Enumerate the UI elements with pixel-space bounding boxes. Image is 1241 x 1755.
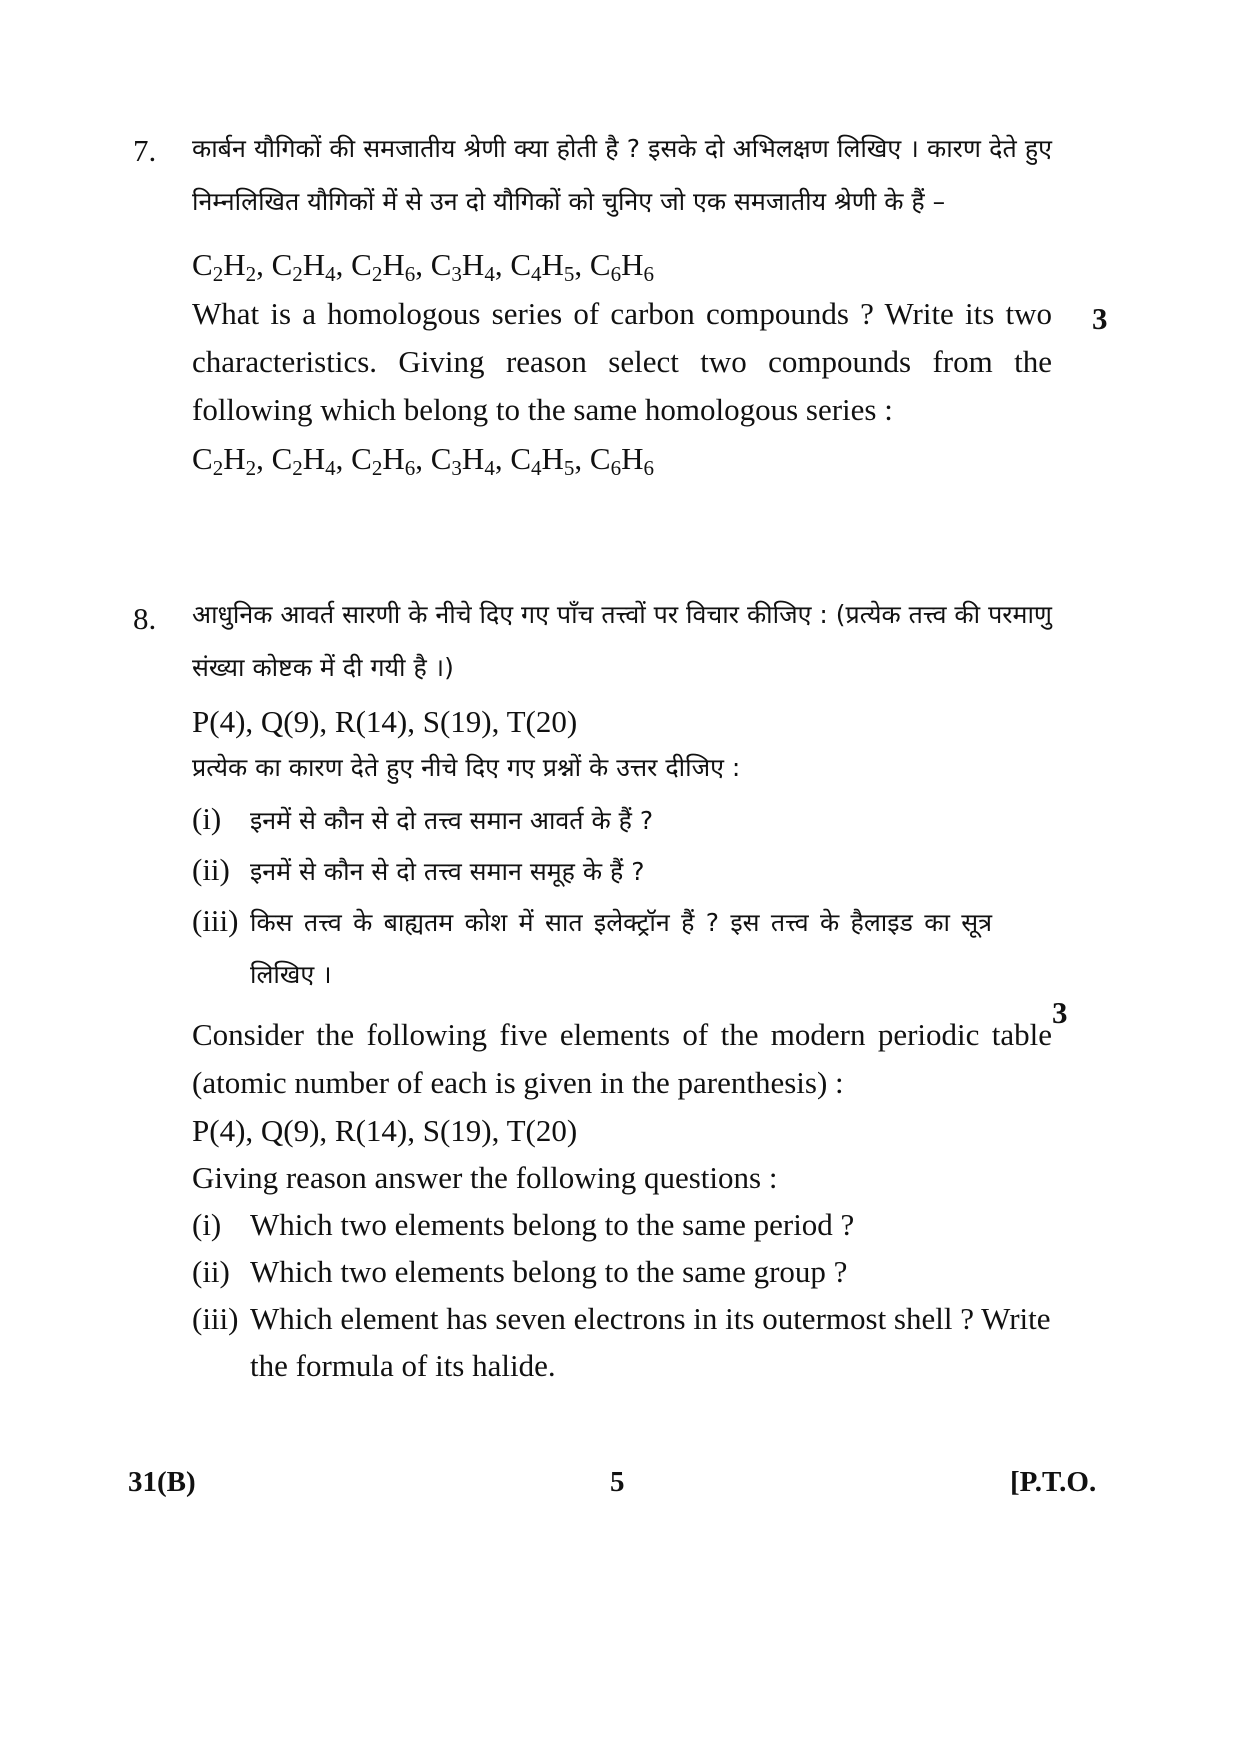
question-8-elements-english: P(4), Q(9), R(14), S(19), T(20) <box>192 1113 578 1148</box>
chemical-formula: $C_2H_2$ <box>192 247 257 286</box>
chemical-formula: $C_4H_5$ <box>510 247 575 286</box>
question-7-number: 7. <box>133 133 157 168</box>
chemical-formula: $C_4H_5$ <box>510 441 575 480</box>
question-8-hindi-item-1 <box>192 795 1052 846</box>
question-8-number: 8. <box>133 601 157 636</box>
item-label: (ii) <box>192 852 230 887</box>
item-label: (iii) <box>192 1301 239 1336</box>
item-text: Which element has seven electrons in its outermost shell ? Write the formula of its halide. <box>250 1301 1051 1383</box>
question-8-english-intro: Consider the following five elements of the modern periodic table (atomic number of each is given in the parenthesis) : <box>192 1017 1052 1100</box>
item-text: Which two elements belong to the same period ? <box>250 1207 855 1242</box>
item-label: (iii) <box>192 903 239 938</box>
item-text: किस तत्त्व के बाह्यतम कोश में सात इलेक्ट्रॉन हैं ? इस तत्त्व के हैलाइड का सूत्र लिखिए । <box>250 908 992 989</box>
question-8 <box>192 588 1052 1389</box>
item-label: (i) <box>192 801 222 836</box>
question-8-hindi-item-2 <box>192 846 1052 897</box>
chemical-formula: $C_3H_4$ <box>430 441 495 480</box>
question-7-formula-list-english: $C_2H_2$, $C_2H_4$, $C_2H_6$, $C_3H_4$, $C_4H_5$, $C_6H_6$ <box>192 441 654 480</box>
item-label: (ii) <box>192 1254 230 1289</box>
chemical-formula: $C_2H_4$ <box>271 441 336 480</box>
chemical-formula: $C_6H_6$ <box>589 247 654 286</box>
chemical-formula: $C_3H_4$ <box>430 247 495 286</box>
question-7-hindi-text: कार्बन यौगिकों की समजातीय श्रेणी क्या होती है ? इसके दो अभिलक्षण लिखिए । कारण देते हुए निम्नलिखित यौगिकों में से उन दो यौगिकों को चुनिए जो एक समजातीय श्रेणी के हैं – <box>192 134 1052 216</box>
chemical-formula: $C_2H_2$ <box>192 441 257 480</box>
question-8-elements-hindi: P(4), Q(9), R(14), S(19), T(20) <box>192 704 578 739</box>
chemical-formula: $C_6H_6$ <box>589 441 654 480</box>
question-8-marks: 3 <box>1052 995 1068 1030</box>
item-text: इनमें से कौन से दो तत्त्व समान आवर्त के हैं ? <box>250 806 654 835</box>
chemical-formula: $C_2H_4$ <box>271 247 336 286</box>
question-7-marks: 3 <box>1092 301 1108 336</box>
question-7-english-text: What is a homologous series of carbon compounds ? Write its two characteristics. Giving reason select two compounds from the following which belong to the same homologous series : <box>192 296 1052 427</box>
page-number: 5 <box>610 1466 625 1498</box>
please-turn-over: [P.T.O. <box>1010 1466 1097 1498</box>
question-8-english-item-1 <box>192 1201 1052 1248</box>
item-label: (i) <box>192 1207 222 1242</box>
question-8-hindi-item-3 <box>192 897 1052 1001</box>
question-8-english-instruction: Giving reason answer the following questions : <box>192 1160 778 1195</box>
paper-code: 31(B) <box>128 1466 196 1498</box>
question-8-english-item-2 <box>192 1248 1052 1295</box>
item-text: इनमें से कौन से दो तत्त्व समान समूह के हैं ? <box>250 857 645 886</box>
question-8-hindi-instruction: प्रत्येक का कारण देते हुए नीचे दिए गए प्रश्नों के उत्तर दीजिए : <box>192 753 741 782</box>
chemical-formula: $C_2H_6$ <box>351 441 416 480</box>
question-8-english-item-3 <box>192 1295 1052 1389</box>
question-7-formula-list-hindi: $C_2H_2$, $C_2H_4$, $C_2H_6$, $C_3H_4$, $C_4H_5$, $C_6H_6$ <box>192 247 654 286</box>
question-7 <box>192 122 1052 484</box>
question-8-hindi-intro: आधुनिक आवर्त सारणी के नीचे दिए गए पाँच तत्त्वों पर विचार कीजिए : (प्रत्येक तत्त्व की परमाणु संख्या कोष्टक में दी गयी है ।) <box>192 600 1052 682</box>
item-text: Which two elements belong to the same group ? <box>250 1254 848 1289</box>
chemical-formula: $C_2H_6$ <box>351 247 416 286</box>
